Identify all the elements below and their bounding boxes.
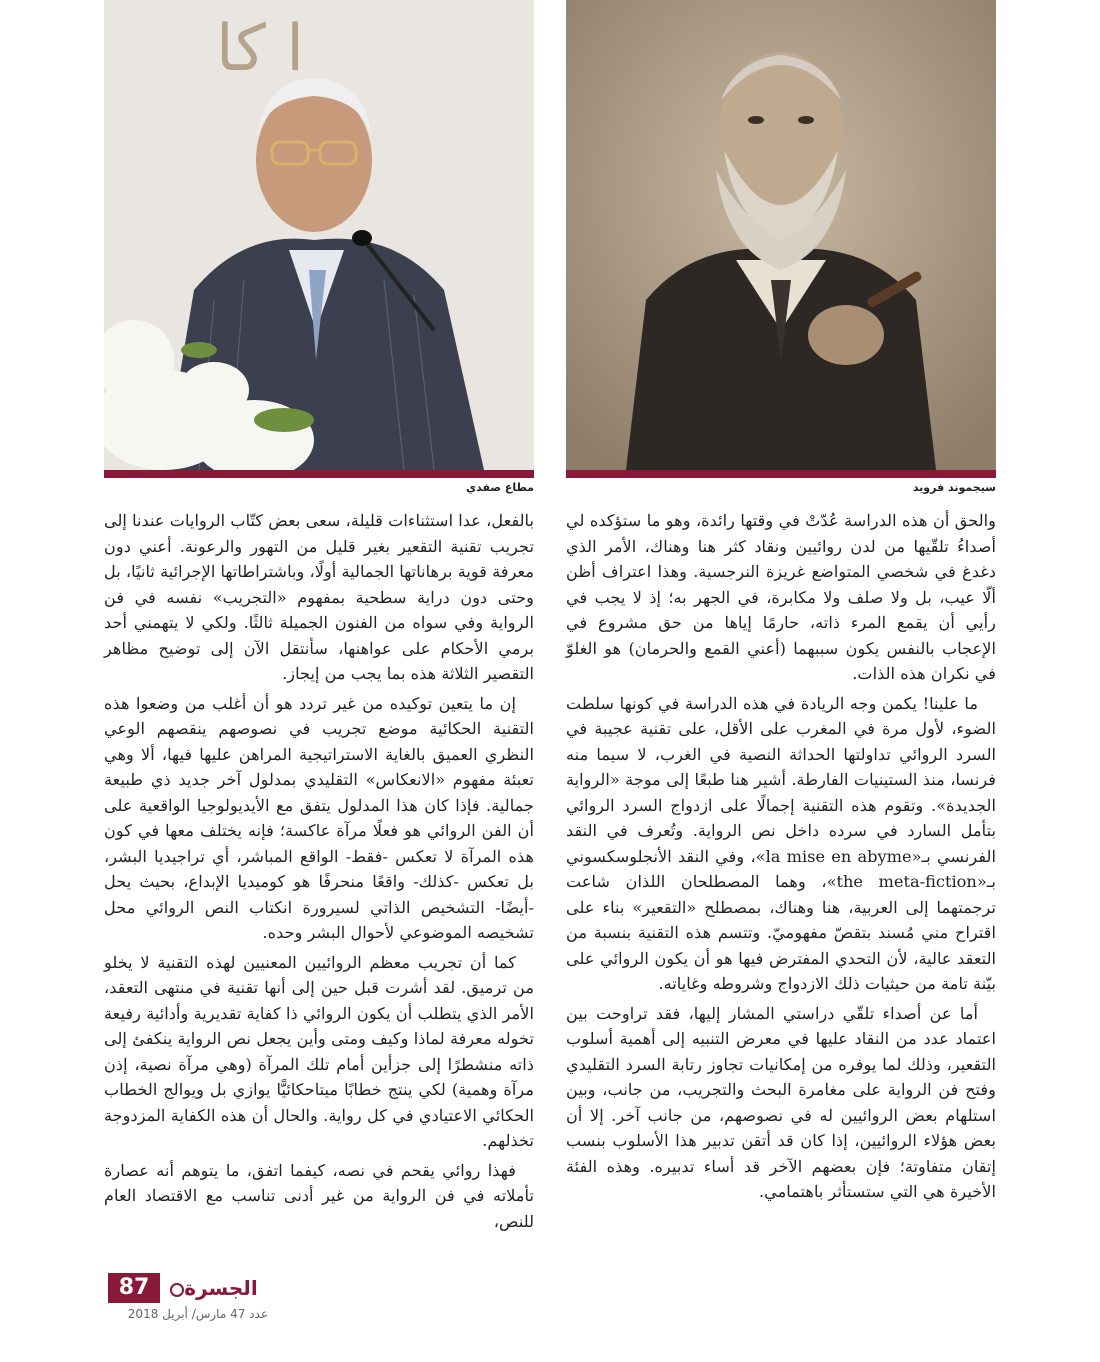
issue-info: عدد 47 مارس/ أبريل 2018 bbox=[127, 1307, 268, 1321]
freud-photo bbox=[566, 0, 996, 478]
paragraph: كما أن تجريب معظم الروائيين المعنيين لهذه التقنية لا يخلو من ترميق. لقد أشرت قبل حين إلى أنها تقنية في منتهى التعقد، الأمر الذي يتطلب أن يكون الروائي ذا كفاية تقديرية وأدائية رفيعة تخوله معرفة لماذا وكيف ومتى وأين يجعل نص الرواية ينكفئ إلى ذاته منشطرًا إلى جزأين أمام تلك المرآة (وهي مرآة نصية، إذن مرآة وهمية) لكي ينتج خطابًا ميتاحكائيًّا يوازي بل ويوالج الخطاب الحكائي الاعتيادي في كل رواية. والحال أن هذه الكفاية المزدوجة تخذلهم. bbox=[104, 952, 534, 1150]
magazine-name: الجسرة bbox=[184, 1276, 258, 1300]
paragraph: فهذا روائي يقحم في نصه، كيفما اتفق، ما يتوهم أنه عصارة تأملاته في فن الرواية من غير أدنى تناسب مع الاقتصاد العام للنص، bbox=[104, 1160, 534, 1231]
page-number: 87 bbox=[108, 1273, 160, 1303]
safadi-photo bbox=[104, 0, 534, 478]
paragraph: والحق أن هذه الدراسة عُدّتْ في وقتها رائدة، وهو ما ستؤكده لي أصداءُ تلقّيها من لدن روائيين ونقاد كثر هنا وهناك، الأمر الذي دغدغ في شخصي المتواضع غريزة النرجسية. وهذا اعتراف أظن ألّا عيب، بل ولا صلف ولا مكابرة، في الجهر به؛ إذ لا يجب في رأيي أن يقمع المرء ذاته، حارمًا إياها من حق مشروع في الإعجاب بالنفس يكون سببهما (أعني القمع والحرمان) هو الغلوّ في نكران هذه الذات. bbox=[566, 511, 996, 683]
paragraph: إن ما يتعين توكيده من غير تردد هو أن أغلب من وضعوا هذه التقنية الحكائية موضع تجريب في نصوصهم ينقصهم الوعي النظري العميق بالغاية الاستراتيجية المراهن عليها فيها، ألا وهي تعبئة مفهوم «الانعكاس» التقليدي بمدلول آخر جديد ذي طبيعة جمالية. فإذا كان هذا المدلول يتفق مع الأيديولوجيا الواقعية على أن الفن الروائي هو فعلًا مرآة عاكسة؛ فإنه يختلف معها في كون هذه المرآة لا تعكس -فقط- الواقع المباشر، أي تراجيديا البشر، بل تعكس -كذلك- واقعًا منحرفًا هو كوميديا الإبداع، بحيث يحل -أيضًا- التشخيص الذاتي لسيرورة انكتاب النص الروائي محل تشخيصه الموضوعي لأحوال البشر وحده. bbox=[104, 693, 534, 942]
backdrop-text: ا كا bbox=[215, 12, 304, 86]
logo-emblem-icon bbox=[170, 1283, 184, 1297]
magazine-logo bbox=[162, 1273, 262, 1303]
safadi-portrait-image bbox=[104, 0, 534, 470]
freud-portrait-image bbox=[566, 0, 996, 470]
article-column-right bbox=[566, 508, 996, 1209]
safadi-caption: مطاع صفدي bbox=[466, 481, 534, 494]
paragraph: بالفعل، عدا استثناءات قليلة، سعى بعض كتّاب الروايات عندنا إلى تجريب تقنية التقعير بغير قليل من التهور والرعونة. أعني دون معرفة قوية برهاناتها الجمالية أولًا، وباشتراطاتها الإجرائية ثانيًا، بل وحتى دون دراية سطحية بمفهوم «التجريب» نفسه في فن الرواية وفي سواه من الفنون الجميلة ثالثًا. ولكي لا يتهمني أحد برمي الأحكام على عواهنها، سأنتقل الآن إلى توضيح مظاهر التقصير الثلاثة هذه بما يجب من إيجاز. bbox=[104, 511, 534, 683]
paragraph: أما عن أصداء تلقّي دراستي المشار إليها، فقد تراوحت بين اعتماد عدد من النقاد عليها في معرض التنبيه إلى أهمية أسلوب التقعير، وذلك لما يوفره من إمكانيات تجاوز رتابة السرد التقليدي وفتح فن الرواية على مغامرة البحث والتجريب، من جانب، وبين استلهام بعض الروائيين له في نصوصهم، من جانب آخر. إلا أن بعض هؤلاء الروائيين، إذا كان قد أتقن تدبير هذا الأسلوب بنسب إتقان متفاوتة؛ فإن بعضهم الآخر قد أساء تدبيره. وهذه الفئة الأخيرة هي التي ستستأثر باهتمامي. bbox=[566, 1003, 996, 1201]
freud-caption: سيجموند فرويد bbox=[912, 481, 996, 494]
paragraph: ما علينا! يكمن وجه الريادة في هذه الدراسة في كونها سلطت الضوء، لأول مرة في المغرب على الأقل، على تقنية عجيبة في السرد الروائي تداولتها الحداثة النصية في الغرب، لا سيما منه فرنسا، منذ الستينيات الفارطة. أشير هنا طبعًا إلى موجة «الرواية الجديدة». وتقوم هذه التقنية إجمالًا على ازدواج السرد الروائي بتأمل السارد في سرده داخل نص الرواية. وتُعرف في النقد الفرنسي بـ«la mise en abyme»، وفي النقد الأنجلوسكسوني بـ«the meta-fiction»، وهما المصطلحان اللذان شاعت ترجمتهما إلى العربية، هنا وهناك، بمصطلح «التقعير» بناء على اقتراح مني مُسند بتقصّ مفهوميّ. وتتسم هذه التقنية بنسبة من التعقد عالية، لأن التحدي المفترض فيها هو أن يكون الروائي على بيّنة تامة من حيثيات ذلك الازدواج وشروطه وغاياته. bbox=[566, 693, 996, 993]
article-column-left bbox=[104, 508, 534, 1238]
